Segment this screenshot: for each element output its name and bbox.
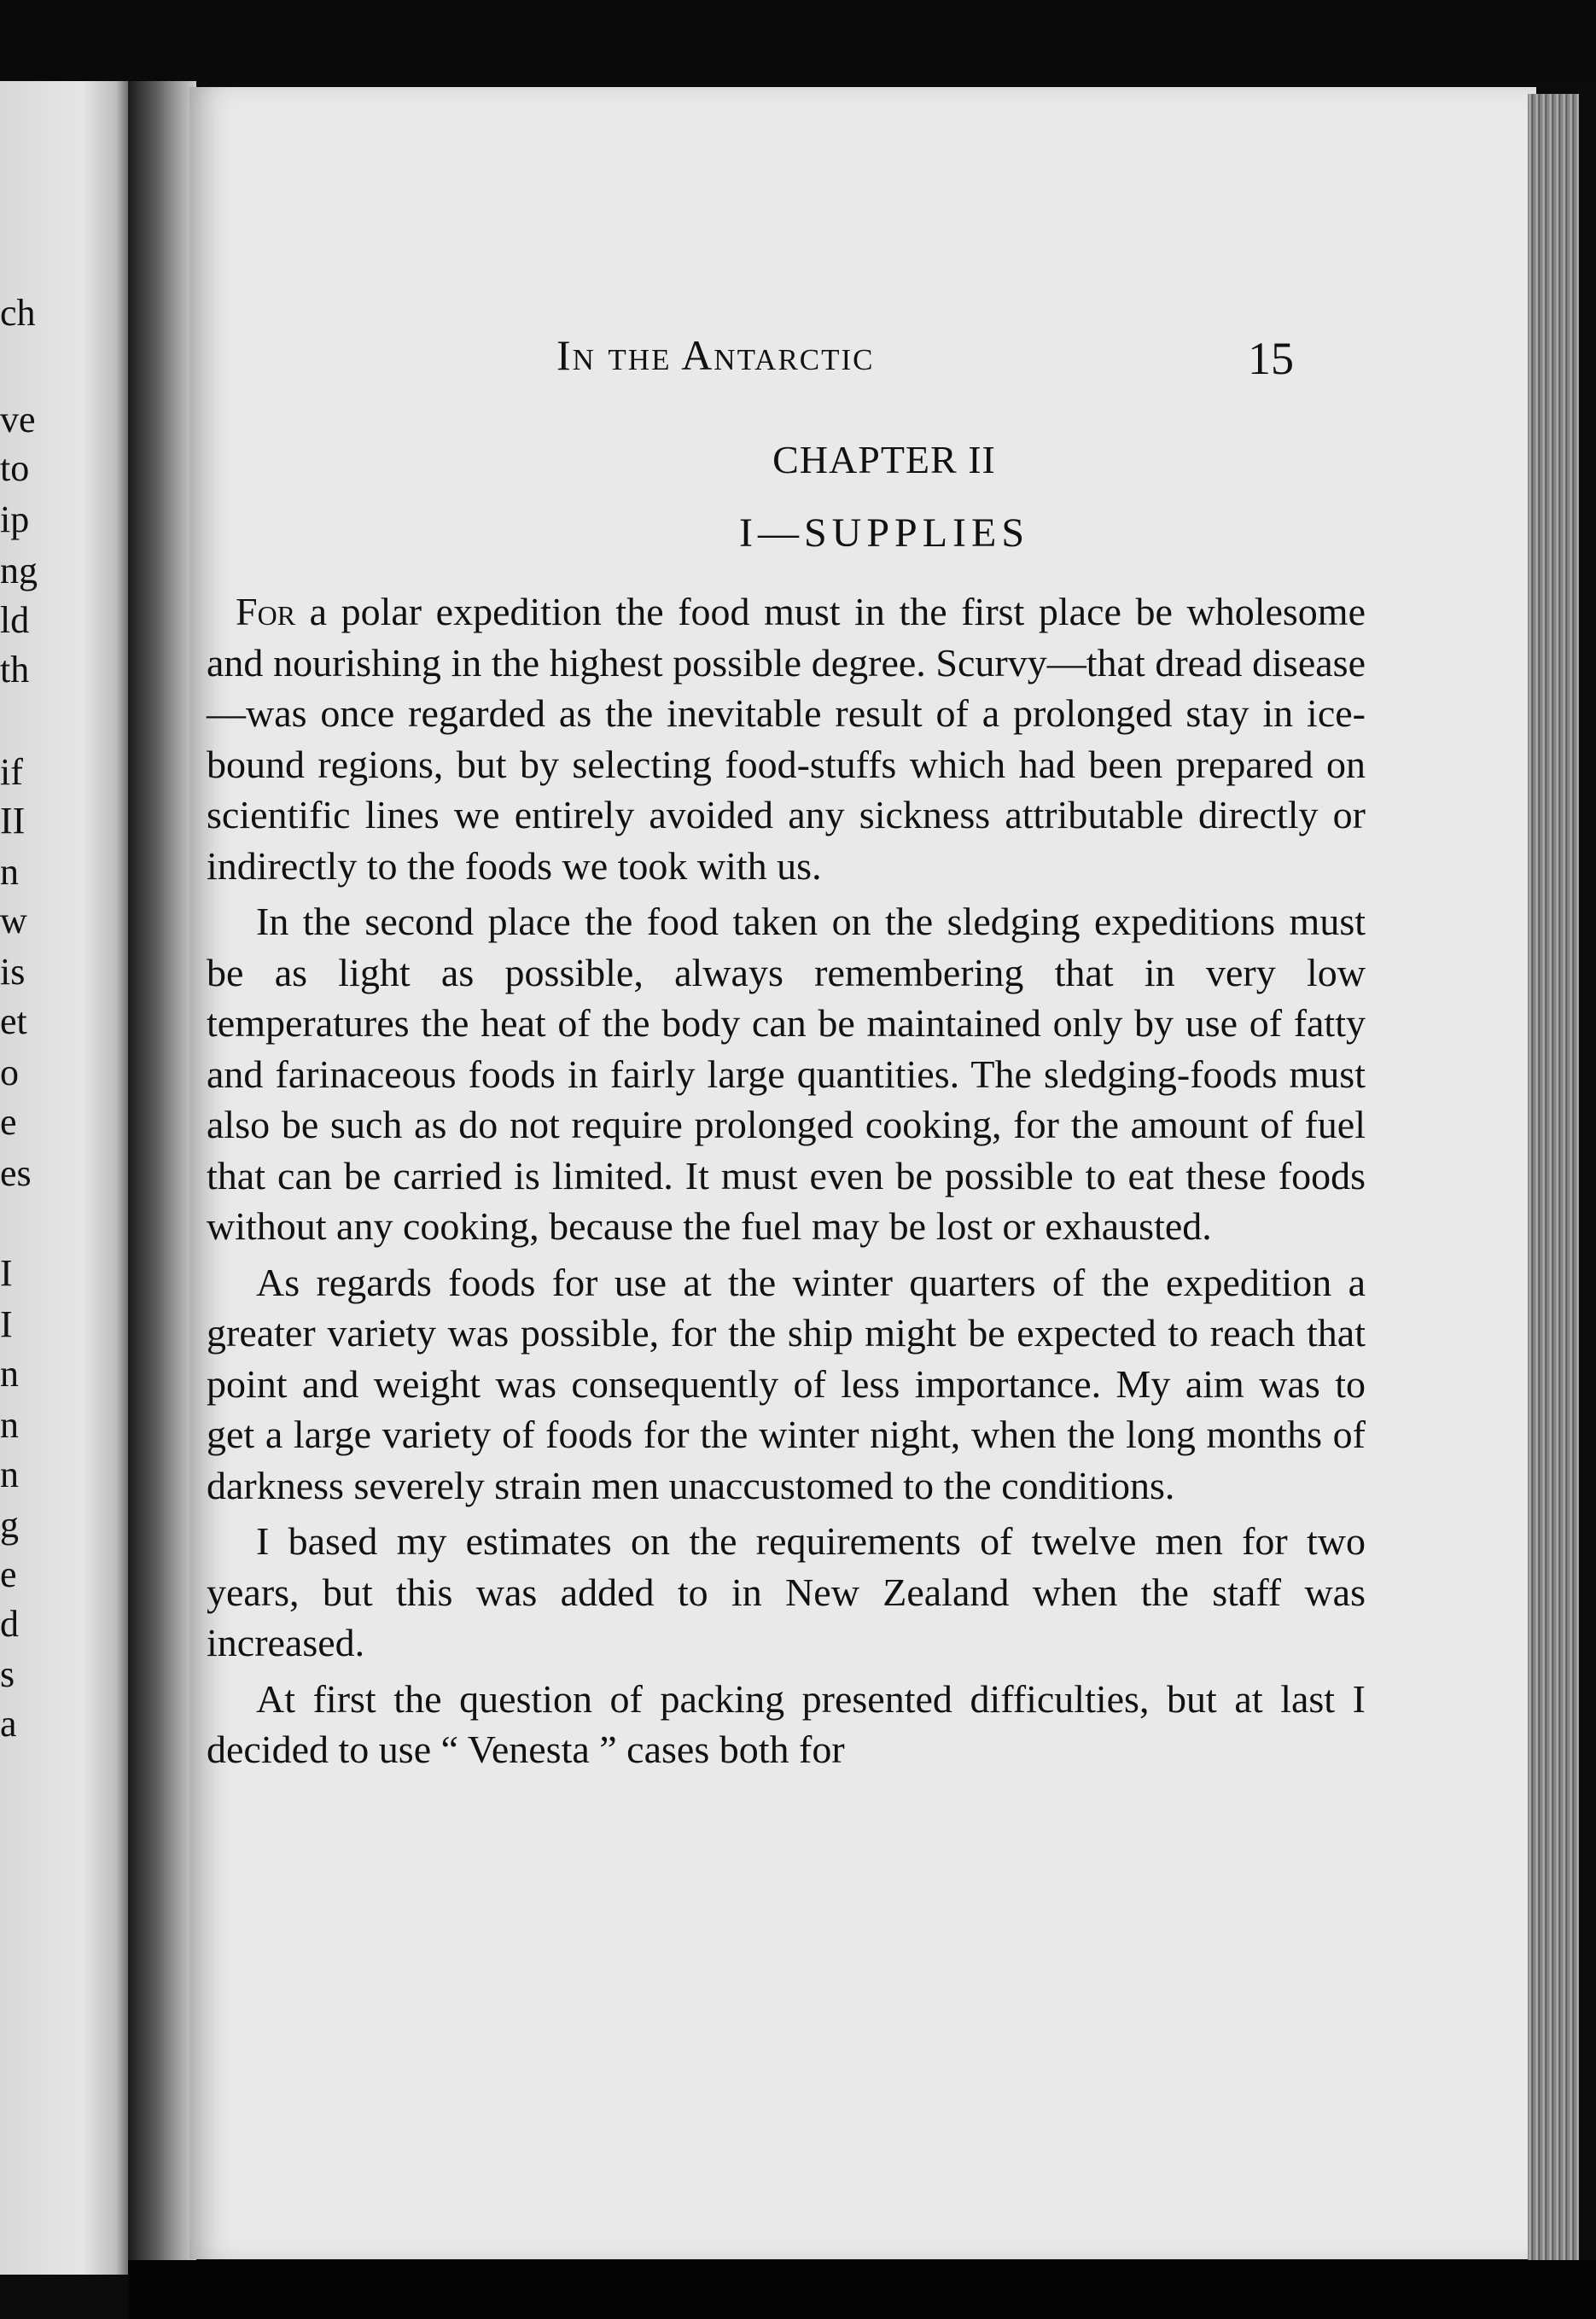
facing-page-fragment: ip bbox=[0, 498, 30, 540]
page-header bbox=[189, 330, 1536, 382]
facing-page-fragment: d bbox=[0, 1603, 19, 1645]
paragraph: As regards foods for use at the winter quarters of the expedition a greater variety was possible, for the ship might be expected to reach that point and weight was consequently of less importance. My aim was to get a large variety of foods for the winter night, when the long months of darkness severely strain men unaccustomed to the conditions. bbox=[207, 1260, 1366, 1507]
paragraph-text: a polar expedition the food must in the first place be wholesome and nourishing in the highest possible degree. Scurvy—that dread disease—was once regarded as the inevitable result of a prolonged stay in ice-bound regions, but by selecting food-stuffs which had been prepared on scientific lines we entirely avoided any sickness attributable directly or indirectly to the foods we took with us. bbox=[207, 590, 1366, 888]
facing-page-fragment: a bbox=[0, 1703, 17, 1745]
facing-page-fragment: to bbox=[0, 447, 30, 489]
facing-page-fragment: e bbox=[0, 1553, 17, 1595]
body-text bbox=[207, 586, 1366, 1780]
facing-page-fragment: th bbox=[0, 649, 30, 690]
facing-page-fragment: ch bbox=[0, 292, 36, 334]
facing-page-fragment: ld bbox=[0, 599, 30, 641]
facing-page-fragment: n bbox=[0, 1454, 19, 1495]
facing-page-fragment: ve bbox=[0, 399, 36, 440]
facing-page-fragment: I bbox=[0, 1252, 13, 1294]
book-page bbox=[189, 87, 1536, 2259]
facing-page-fragment: n bbox=[0, 1353, 19, 1395]
facing-page-edge bbox=[0, 81, 137, 2275]
paragraph: In the second place the food taken on the sledging expeditions must be as light as possible, always remembering that in very low temperatures the heat of the body can be maintained only by use of fatty and farinaceous foods in fairly large quantities. The sledging-foods must also be such as do not require prolonged cooking, for the amount of fuel that can be carried is limited. It must even be possible to eat these foods without any cooking, because the fuel may be lost or exhausted. bbox=[207, 900, 1366, 1248]
facing-page-fragment: o bbox=[0, 1052, 19, 1093]
facing-page-fragment: if bbox=[0, 751, 23, 793]
drop-lead-word: For bbox=[236, 590, 296, 633]
facing-page-fragment: et bbox=[0, 1000, 27, 1042]
page-number: 15 bbox=[1248, 333, 1294, 384]
scan-bottom-border bbox=[128, 2260, 1596, 2319]
paragraph bbox=[207, 586, 1366, 891]
facing-page-fragment: ng bbox=[0, 550, 38, 591]
facing-page-fragment: n bbox=[0, 851, 19, 893]
facing-page-fragment: e bbox=[0, 1101, 17, 1143]
chapter-heading: CHAPTER II bbox=[772, 438, 996, 481]
facing-page-fragment: I bbox=[0, 1303, 13, 1345]
page-edge-stack bbox=[1528, 94, 1579, 2279]
paragraph: I based my estimates on the requirements of twelve men for two years, but this was added to in New Zealand when the staff was increased. bbox=[207, 1519, 1366, 1664]
facing-page-fragment: is bbox=[0, 951, 26, 993]
section-heading: I—SUPPLIES bbox=[738, 510, 1030, 556]
facing-page-fragment: n bbox=[0, 1404, 19, 1446]
running-head: In the Antarctic bbox=[556, 331, 875, 379]
facing-page-fragment: s bbox=[0, 1653, 15, 1695]
book-gutter bbox=[128, 81, 196, 2275]
paragraph: At first the question of packing presented difficulties, but at last I decided to use “ Venesta ” cases both for bbox=[207, 1676, 1366, 1771]
facing-page-fragment: w bbox=[0, 900, 27, 941]
scan-top-border bbox=[0, 0, 1596, 81]
facing-page-fragment: es bbox=[0, 1152, 32, 1194]
facing-page-fragment: II bbox=[0, 800, 26, 842]
facing-page-fragment: g bbox=[0, 1504, 19, 1546]
